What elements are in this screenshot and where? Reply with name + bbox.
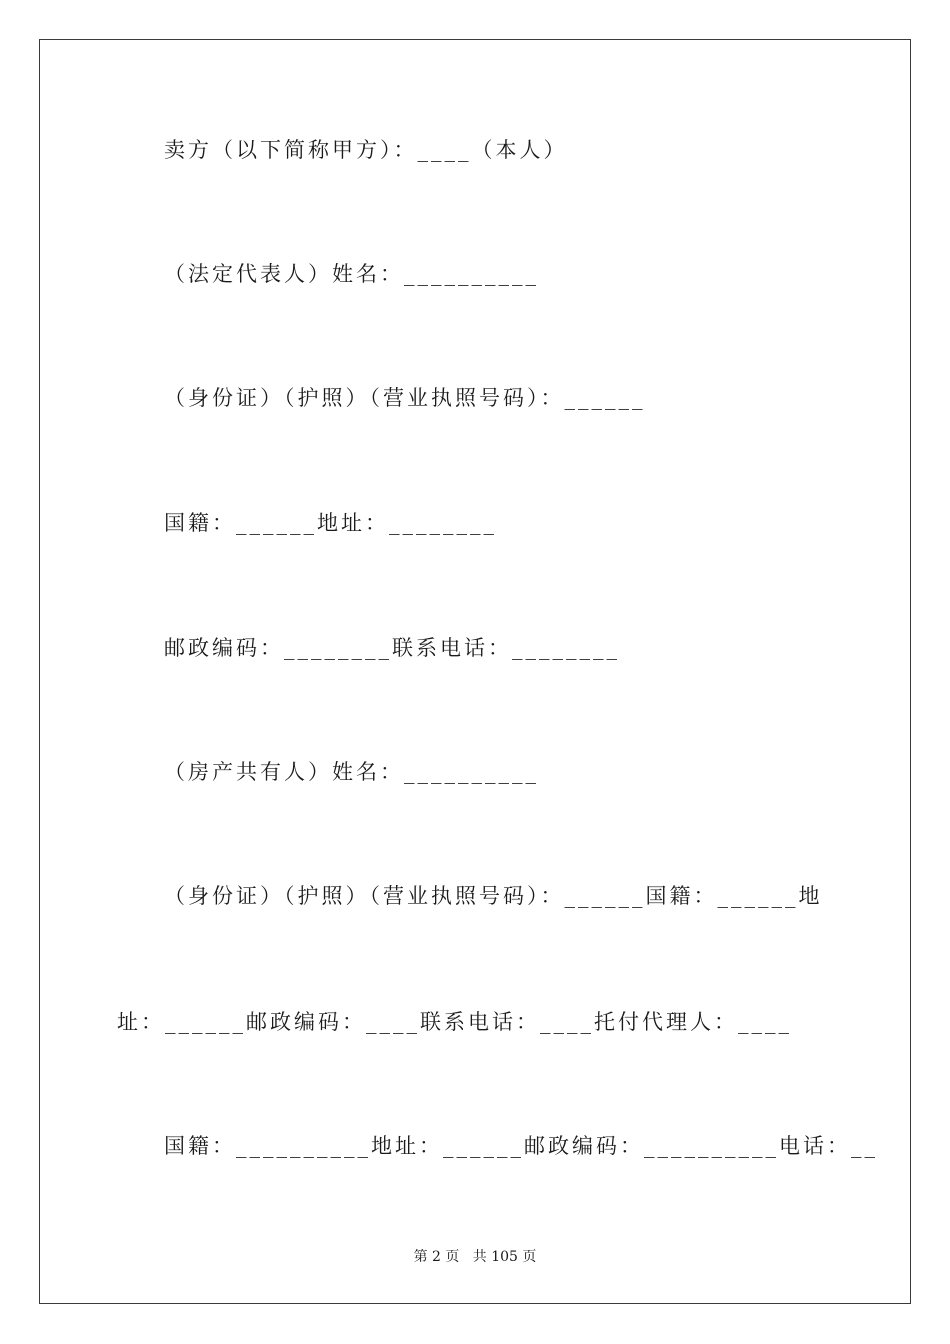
page-footer bbox=[0, 1246, 950, 1266]
co-owner-line: （房产共有人）姓名：__________ bbox=[164, 760, 539, 784]
page-frame bbox=[39, 39, 911, 1304]
page-number: 第 2 页 bbox=[413, 1249, 460, 1265]
legal-representative-line: （法定代表人）姓名：__________ bbox=[164, 262, 539, 286]
id-document-line: （身份证）（护照）（营业执照号码）：______ bbox=[164, 386, 646, 410]
seller-line: 卖方（以下简称甲方）：____（本人） bbox=[164, 138, 568, 162]
address-agent-line: 址：______邮政编码：____联系电话：____托付代理人：____ bbox=[117, 1010, 792, 1034]
page-total: 共 105 页 bbox=[472, 1249, 537, 1265]
postal-phone-line: 邮政编码：________联系电话：________ bbox=[164, 636, 620, 660]
agent-details-line: 国籍：__________地址：______邮政编码：__________电话：__ bbox=[164, 1134, 878, 1158]
nationality-address-line: 国籍：______地址：________ bbox=[164, 511, 497, 535]
co-owner-id-line: （身份证）（护照）（营业执照号码）：______国籍：______地 bbox=[164, 884, 823, 908]
